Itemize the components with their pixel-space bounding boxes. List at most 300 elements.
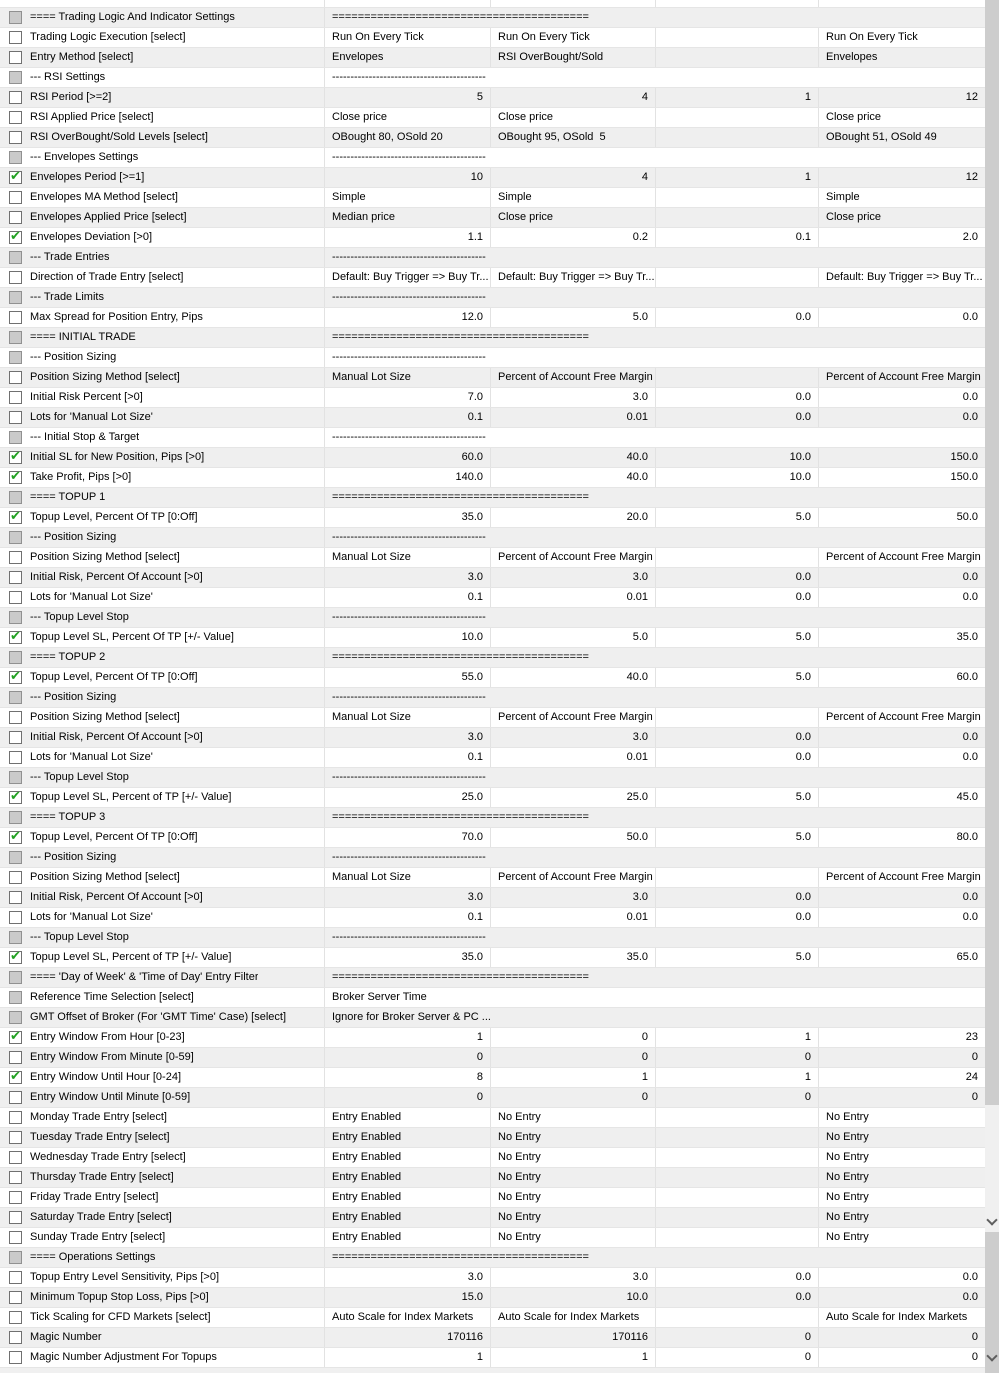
optimize-checkbox [9, 1011, 22, 1024]
param-value[interactable]: 7.0 [467, 391, 483, 403]
param-step[interactable] [655, 208, 818, 227]
optimize-checkbox[interactable] [9, 1291, 22, 1304]
table-row [0, 868, 985, 888]
param-step[interactable]: 5.0 [655, 788, 818, 807]
param-start[interactable]: RSI OverBought/Sold [490, 48, 655, 67]
param-step[interactable] [655, 868, 818, 887]
param-name: --- Trade Entries [30, 251, 110, 263]
optimize-checkbox[interactable] [9, 91, 22, 104]
optimize-checkbox[interactable] [9, 711, 22, 724]
param-value[interactable]: 3.0 [467, 891, 483, 903]
param-value[interactable]: 3.0 [467, 571, 483, 583]
param-name-cell [0, 228, 325, 247]
param-stop[interactable]: Percent of Account Free Margin [818, 548, 985, 567]
param-step[interactable]: 0.1 [655, 228, 818, 247]
table-row [0, 908, 985, 928]
param-stop[interactable]: 0.0 [818, 1268, 985, 1287]
param-step[interactable] [655, 1128, 818, 1147]
param-stop[interactable]: 65.0 [818, 948, 985, 967]
param-value[interactable]: Default: Buy Trigger => Buy Tr... [332, 271, 489, 283]
optimize-checkbox[interactable] [9, 271, 22, 284]
param-stop[interactable]: 150.0 [818, 448, 985, 467]
param-step[interactable]: 5.0 [655, 948, 818, 967]
param-value[interactable]: Entry Enabled [332, 1211, 402, 1223]
optimize-checkbox[interactable] [9, 31, 22, 44]
param-value[interactable]: Entry Enabled [332, 1191, 402, 1203]
param-value[interactable]: 35.0 [461, 511, 483, 523]
optimize-checkbox[interactable] [9, 788, 22, 804]
param-stop[interactable]: Percent of Account Free Margin [818, 868, 985, 887]
param-start[interactable]: 4 [490, 168, 655, 187]
param-step[interactable]: 0.0 [655, 748, 818, 767]
param-stop[interactable]: Envelopes [818, 48, 985, 67]
parameter-list [0, 8, 985, 1368]
param-value[interactable]: 55.0 [461, 671, 483, 683]
table-row [0, 508, 985, 528]
partial-cell [655, 0, 818, 7]
param-value[interactable]: Entry Enabled [332, 1231, 402, 1243]
param-value[interactable]: 0.1 [467, 751, 483, 763]
param-start[interactable]: 0.01 [490, 908, 655, 927]
param-start[interactable]: 0.2 [490, 228, 655, 247]
param-value[interactable]: 25.0 [461, 791, 483, 803]
param-start[interactable]: 0 [490, 1028, 655, 1047]
optimize-checkbox[interactable] [9, 591, 22, 604]
param-step[interactable] [655, 1148, 818, 1167]
param-step[interactable] [655, 1208, 818, 1227]
param-stop[interactable]: Run On Every Tick [818, 28, 985, 47]
param-step[interactable] [655, 368, 818, 387]
param-step[interactable]: 0 [655, 1088, 818, 1107]
param-start[interactable]: No Entry [490, 1168, 655, 1187]
param-name-cell [0, 608, 325, 627]
optimize-checkbox[interactable] [9, 411, 22, 424]
optimize-checkbox[interactable] [9, 1111, 22, 1124]
param-name: Saturday Trade Entry [select] [30, 1211, 172, 1223]
param-value[interactable]: Broker Server Time [332, 991, 427, 1003]
param-stop[interactable]: 0.0 [818, 388, 985, 407]
param-stop[interactable]: 0 [818, 1328, 985, 1347]
param-start[interactable]: 0.01 [490, 408, 655, 427]
param-start[interactable]: No Entry [490, 1148, 655, 1167]
param-start[interactable]: Percent of Account Free Margin [490, 548, 655, 567]
param-start[interactable]: Auto Scale for Index Markets [490, 1308, 655, 1327]
optimize-checkbox[interactable] [9, 51, 22, 64]
param-step[interactable] [655, 1188, 818, 1207]
param-stop[interactable]: 0.0 [818, 1288, 985, 1307]
optimize-checkbox[interactable] [9, 1231, 22, 1244]
param-value[interactable]: 15.0 [461, 1291, 483, 1303]
optimize-checkbox[interactable] [9, 228, 22, 244]
param-start[interactable]: Percent of Account Free Margin [490, 708, 655, 727]
param-name: Magic Number Adjustment For Topups [30, 1351, 217, 1363]
param-name-cell [0, 8, 325, 27]
param-step[interactable]: 0.0 [655, 588, 818, 607]
param-stop[interactable]: No Entry [818, 1148, 985, 1167]
optimize-checkbox[interactable] [9, 1331, 22, 1344]
optimize-checkbox[interactable] [9, 371, 22, 384]
param-stop[interactable]: 0 [818, 1048, 985, 1067]
optimize-checkbox[interactable] [9, 131, 22, 144]
param-name: Lots for 'Manual Lot Size' [30, 911, 153, 923]
param-name-cell [0, 1088, 325, 1107]
check-icon: ✔ [10, 668, 21, 683]
param-start[interactable]: 5.0 [490, 628, 655, 647]
param-stop[interactable]: 0.0 [818, 908, 985, 927]
param-start[interactable]: No Entry [490, 1208, 655, 1227]
param-step[interactable] [655, 188, 818, 207]
param-step[interactable]: 0.0 [655, 728, 818, 747]
param-start[interactable]: 40.0 [490, 468, 655, 487]
param-value[interactable]: Simple [332, 191, 366, 203]
param-value[interactable]: 5 [476, 91, 483, 103]
optimize-checkbox[interactable] [9, 1171, 22, 1184]
param-name: --- Position Sizing [30, 351, 117, 363]
optimize-checkbox[interactable] [9, 1051, 22, 1064]
optimize-checkbox[interactable] [9, 911, 22, 924]
param-value[interactable]: 0.1 [467, 911, 483, 923]
optimize-checkbox [9, 971, 22, 984]
param-stop[interactable]: No Entry [818, 1208, 985, 1227]
param-name-cell [0, 828, 325, 847]
param-start[interactable]: 3.0 [490, 728, 655, 747]
param-stop[interactable]: Auto Scale for Index Markets [818, 1308, 985, 1327]
optimize-checkbox[interactable] [9, 1191, 22, 1204]
param-stop[interactable]: No Entry [818, 1168, 985, 1187]
param-value[interactable]: Auto Scale for Index Markets [332, 1311, 474, 1323]
optimize-checkbox[interactable] [9, 1151, 22, 1164]
param-value[interactable]: Close price [332, 111, 388, 123]
param-step[interactable]: 1 [655, 88, 818, 107]
param-name: RSI OverBought/Sold Levels [select] [30, 131, 208, 143]
param-value[interactable]: Manual Lot Size [332, 711, 411, 723]
param-name: Envelopes Period [>=1] [30, 171, 145, 183]
param-value[interactable]: 0 [476, 1051, 483, 1063]
param-value[interactable]: Ignore for Broker Server & PC ... [332, 1011, 491, 1023]
param-step[interactable]: 1 [655, 168, 818, 187]
param-value[interactable]: Manual Lot Size [332, 871, 411, 883]
param-name: Envelopes Applied Price [select] [30, 211, 187, 223]
param-start[interactable]: Default: Buy Trigger => Buy Tr... [490, 268, 655, 287]
param-stop[interactable]: 12 [818, 168, 985, 187]
param-step[interactable]: 0 [655, 1328, 818, 1347]
param-name: ==== Operations Settings [30, 1251, 156, 1263]
param-value[interactable]: Median price [332, 211, 395, 223]
param-step[interactable]: 0 [655, 1348, 818, 1367]
param-start[interactable]: Run On Every Tick [490, 28, 655, 47]
param-start[interactable]: 1 [490, 1348, 655, 1367]
optimize-checkbox [9, 251, 22, 264]
param-stop[interactable]: No Entry [818, 1188, 985, 1207]
param-value[interactable]: 8 [476, 1071, 483, 1083]
param-name: ==== Trading Logic And Indicator Settings [30, 11, 235, 23]
param-step[interactable] [655, 708, 818, 727]
param-start[interactable]: OBought 95, OSold 5 [490, 128, 655, 147]
table-row [0, 1188, 985, 1208]
param-value[interactable]: 3.0 [467, 1271, 483, 1283]
param-stop[interactable]: 2.0 [818, 228, 985, 247]
param-stop[interactable]: No Entry [818, 1128, 985, 1147]
param-start[interactable]: 4 [490, 88, 655, 107]
table-row [0, 148, 985, 168]
table-row [0, 108, 985, 128]
param-step[interactable]: 10.0 [655, 468, 818, 487]
param-name: Monday Trade Entry [select] [30, 1111, 167, 1123]
param-stop[interactable]: Close price [818, 108, 985, 127]
partial-cell [490, 0, 655, 7]
optimize-checkbox[interactable] [9, 1028, 22, 1044]
param-stop[interactable]: 0.0 [818, 588, 985, 607]
param-step[interactable]: 5.0 [655, 508, 818, 527]
param-start[interactable]: 3.0 [490, 1268, 655, 1287]
param-step[interactable]: 0.0 [655, 408, 818, 427]
param-start[interactable]: 3.0 [490, 568, 655, 587]
optimize-checkbox[interactable] [9, 948, 22, 964]
param-name-cell [0, 888, 325, 907]
param-stop[interactable]: 60.0 [818, 668, 985, 687]
param-start[interactable]: 20.0 [490, 508, 655, 527]
param-name: Envelopes Deviation [>0] [30, 231, 152, 243]
param-value[interactable]: 0.1 [467, 591, 483, 603]
param-value[interactable]: 1.1 [467, 231, 483, 243]
param-name-cell [0, 428, 325, 447]
param-stop[interactable]: 0.0 [818, 308, 985, 327]
optimize-checkbox[interactable] [9, 448, 22, 464]
param-name: Reference Time Selection [select] [30, 991, 194, 1003]
check-icon: ✔ [10, 508, 21, 523]
param-stop[interactable]: Percent of Account Free Margin [818, 368, 985, 387]
param-value[interactable]: 3.0 [467, 731, 483, 743]
optimize-checkbox[interactable] [9, 1351, 22, 1364]
param-start[interactable]: Percent of Account Free Margin [490, 868, 655, 887]
param-start[interactable]: 0.01 [490, 748, 655, 767]
param-name-cell [0, 1048, 325, 1067]
param-step[interactable] [655, 1108, 818, 1127]
table-row [0, 1308, 985, 1328]
param-name: ==== 'Day of Week' & 'Time of Day' Entry Filter [30, 971, 259, 983]
param-stop[interactable]: 80.0 [818, 828, 985, 847]
param-start[interactable]: 1 [490, 1068, 655, 1087]
table-row [0, 488, 985, 508]
scrollbar-thumb[interactable] [985, 0, 999, 1105]
param-step[interactable] [655, 1228, 818, 1247]
param-stop[interactable]: Close price [818, 208, 985, 227]
optimize-checkbox[interactable] [9, 508, 22, 524]
param-step[interactable] [655, 128, 818, 147]
optimize-checkbox[interactable] [9, 731, 22, 744]
param-value[interactable]: Entry Enabled [332, 1131, 402, 1143]
param-stop[interactable]: No Entry [818, 1228, 985, 1247]
param-value[interactable]: 70.0 [461, 831, 483, 843]
param-step[interactable]: 0.0 [655, 888, 818, 907]
param-start[interactable]: Close price [490, 108, 655, 127]
param-start[interactable]: No Entry [490, 1128, 655, 1147]
optimize-checkbox[interactable] [9, 211, 22, 224]
optimize-checkbox[interactable] [9, 1131, 22, 1144]
section-separator: ======================================== [332, 11, 589, 23]
optimize-checkbox [9, 991, 22, 1004]
optimize-checkbox [9, 531, 22, 544]
param-start[interactable]: 0 [490, 1048, 655, 1067]
table-row [0, 1208, 985, 1228]
param-name-cell [0, 88, 325, 107]
param-stop[interactable]: 0.0 [818, 888, 985, 907]
param-stop[interactable]: 35.0 [818, 628, 985, 647]
param-name: Max Spread for Position Entry, Pips [30, 311, 203, 323]
param-start[interactable]: 50.0 [490, 828, 655, 847]
optimize-checkbox[interactable] [9, 1311, 22, 1324]
param-name-cell [0, 868, 325, 887]
param-step[interactable]: 5.0 [655, 828, 818, 847]
param-step[interactable]: 10.0 [655, 448, 818, 467]
optimize-checkbox[interactable] [9, 191, 22, 204]
param-name: ==== INITIAL TRADE [30, 331, 136, 343]
optimize-checkbox[interactable] [9, 1068, 22, 1084]
param-stop[interactable]: 12 [818, 88, 985, 107]
chevron-down-icon[interactable] [986, 1214, 997, 1225]
param-step[interactable] [655, 28, 818, 47]
param-step[interactable]: 0.0 [655, 1288, 818, 1307]
section-separator: ------------------------------------------ [332, 531, 486, 543]
param-name-cell [0, 288, 325, 307]
param-start[interactable]: 5.0 [490, 308, 655, 327]
table-row [0, 708, 985, 728]
param-start[interactable]: 35.0 [490, 948, 655, 967]
param-step[interactable]: 5.0 [655, 628, 818, 647]
param-stop[interactable]: OBought 51, OSold 49 [818, 128, 985, 147]
param-name-cell [0, 368, 325, 387]
param-step[interactable]: 0 [655, 1048, 818, 1067]
param-stop[interactable]: 23 [818, 1028, 985, 1047]
param-step[interactable]: 0.0 [655, 908, 818, 927]
optimize-checkbox [9, 11, 22, 24]
param-start[interactable]: 3.0 [490, 888, 655, 907]
param-stop[interactable]: 0 [818, 1348, 985, 1367]
param-value[interactable]: 0 [476, 1091, 483, 1103]
param-step[interactable]: 1 [655, 1068, 818, 1087]
param-value[interactable]: 12.0 [461, 311, 483, 323]
param-name-cell [0, 988, 325, 1007]
param-step[interactable] [655, 548, 818, 567]
optimize-checkbox[interactable] [9, 751, 22, 764]
optimize-checkbox[interactable] [9, 1091, 22, 1104]
param-value[interactable]: 60.0 [461, 451, 483, 463]
optimize-checkbox[interactable] [9, 391, 22, 404]
param-stop[interactable]: 24 [818, 1068, 985, 1087]
param-value[interactable]: 10.0 [461, 631, 483, 643]
param-stop[interactable]: 0.0 [818, 728, 985, 747]
param-start[interactable]: Close price [490, 208, 655, 227]
param-start[interactable]: 3.0 [490, 388, 655, 407]
optimize-checkbox[interactable] [9, 891, 22, 904]
optimize-checkbox[interactable] [9, 1211, 22, 1224]
param-value[interactable]: 1 [476, 1351, 483, 1363]
param-start[interactable]: No Entry [490, 1108, 655, 1127]
param-name: Topup Level SL, Percent of TP [+/- Value] [30, 791, 232, 803]
param-name-cell [0, 768, 325, 787]
param-step[interactable]: 0.0 [655, 568, 818, 587]
param-start[interactable]: 0 [490, 1088, 655, 1107]
param-step[interactable] [655, 1168, 818, 1187]
param-start[interactable]: 170116 [490, 1328, 655, 1347]
param-stop[interactable]: 0.0 [818, 748, 985, 767]
param-step[interactable]: 0.0 [655, 388, 818, 407]
param-step[interactable]: 1 [655, 1028, 818, 1047]
param-stop[interactable]: Simple [818, 188, 985, 207]
param-start[interactable]: 10.0 [490, 1288, 655, 1307]
param-stop[interactable]: 0 [818, 1088, 985, 1107]
param-value[interactable]: OBought 80, OSold 20 [332, 131, 443, 143]
param-value[interactable]: Manual Lot Size [332, 551, 411, 563]
param-name: --- Position Sizing [30, 531, 117, 543]
param-value[interactable]: 1 [476, 1031, 483, 1043]
param-value[interactable]: Run On Every Tick [332, 31, 424, 43]
param-step[interactable]: 0.0 [655, 1268, 818, 1287]
optimize-checkbox[interactable] [9, 668, 22, 684]
param-step[interactable]: 5.0 [655, 668, 818, 687]
param-start[interactable]: 40.0 [490, 668, 655, 687]
param-start[interactable]: No Entry [490, 1188, 655, 1207]
param-start[interactable]: 40.0 [490, 448, 655, 467]
optimize-checkbox[interactable] [9, 551, 22, 564]
param-stop[interactable]: Default: Buy Trigger => Buy Tr... [818, 268, 985, 287]
param-start[interactable]: Percent of Account Free Margin [490, 368, 655, 387]
param-step[interactable] [655, 1308, 818, 1327]
optimize-checkbox[interactable] [9, 311, 22, 324]
param-stop[interactable]: 150.0 [818, 468, 985, 487]
param-name-cell [0, 208, 325, 227]
param-value[interactable]: 140.0 [455, 471, 483, 483]
param-step[interactable] [655, 268, 818, 287]
param-step[interactable] [655, 48, 818, 67]
param-start[interactable]: 25.0 [490, 788, 655, 807]
param-start[interactable]: No Entry [490, 1228, 655, 1247]
param-step[interactable] [655, 108, 818, 127]
param-value[interactable]: 170116 [447, 1331, 483, 1343]
param-value[interactable]: Manual Lot Size [332, 371, 411, 383]
optimize-checkbox[interactable] [9, 468, 22, 484]
optimize-checkbox[interactable] [9, 871, 22, 884]
param-name-cell [0, 1288, 325, 1307]
optimize-checkbox[interactable] [9, 1271, 22, 1284]
param-start[interactable]: 0.01 [490, 588, 655, 607]
optimize-checkbox[interactable] [9, 111, 22, 124]
optimize-checkbox[interactable] [9, 828, 22, 844]
vertical-scrollbar[interactable] [985, 0, 999, 1373]
param-name-cell [0, 928, 325, 947]
param-stop[interactable]: 0.0 [818, 408, 985, 427]
optimize-checkbox[interactable] [9, 628, 22, 644]
param-name-cell [0, 408, 325, 427]
param-value[interactable]: 10 [470, 171, 483, 183]
table-row [0, 468, 985, 488]
param-step[interactable]: 0.0 [655, 308, 818, 327]
param-value[interactable]: Entry Enabled [332, 1111, 402, 1123]
optimize-checkbox[interactable] [9, 168, 22, 184]
param-value[interactable]: 0.1 [467, 411, 483, 423]
param-stop[interactable]: Percent of Account Free Margin [818, 708, 985, 727]
param-stop[interactable]: 50.0 [818, 508, 985, 527]
param-value[interactable]: 35.0 [461, 951, 483, 963]
param-value[interactable]: Envelopes [332, 51, 384, 63]
param-stop[interactable]: 45.0 [818, 788, 985, 807]
param-start[interactable]: Simple [490, 188, 655, 207]
optimize-checkbox[interactable] [9, 571, 22, 584]
param-stop[interactable]: 0.0 [818, 568, 985, 587]
param-stop[interactable]: No Entry [818, 1108, 985, 1127]
param-value[interactable]: Entry Enabled [332, 1151, 402, 1163]
param-value[interactable]: Entry Enabled [332, 1171, 402, 1183]
